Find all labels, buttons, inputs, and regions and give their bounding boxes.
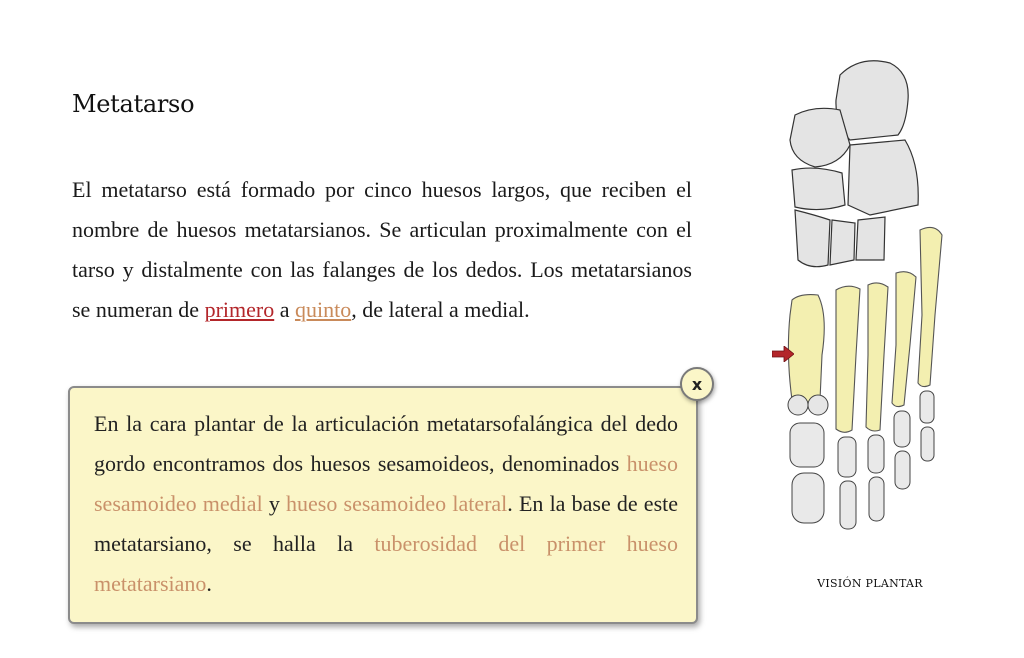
talus-bone	[790, 108, 850, 167]
intro-text-1: El metatarso está formado por cinco huesos largos, que reciben el nombre de huesos metatarsianos. Se articulan proximalmente con el tarso y distalmente con las falanges de los dedos. Los metatarsianos se numeran de	[72, 177, 692, 322]
term-sesamoid-medial: hueso sesamoideo medial	[94, 451, 678, 516]
intro-text-3: , de lateral a medial.	[351, 297, 530, 322]
close-button[interactable]: x	[680, 367, 714, 401]
metatarsal-2	[836, 286, 860, 432]
metatarsal-5	[918, 227, 942, 386]
navicular-bone	[792, 168, 845, 209]
calcaneus-bone	[836, 61, 908, 140]
popup-text-1: En la cara plantar de la articulación metatarsofalángica del dedo gordo encontramos dos huesos sesamoideos, denominados	[94, 411, 678, 476]
metatarsal-3	[866, 283, 888, 431]
pointer-arrow-icon	[772, 346, 794, 362]
phalanx-3-distal	[869, 477, 884, 521]
phalanx-2-proximal	[838, 437, 856, 477]
intro-text-2: a	[274, 297, 295, 322]
popup-text	[94, 404, 678, 604]
term-sesamoid-lateral: hueso sesamoideo lateral	[286, 491, 508, 516]
term-tuberosity: tuberosidad del primer hueso metatarsiano	[94, 531, 678, 596]
phalanx-1-distal	[792, 473, 824, 523]
phalanx-4-distal	[895, 451, 910, 489]
cuneiform-intermediate	[830, 220, 855, 265]
link-primero[interactable]: primero	[204, 297, 275, 322]
phalanx-1-proximal	[790, 423, 824, 467]
sesamoid-medial	[788, 395, 808, 415]
cuboid-bone	[848, 140, 918, 215]
info-popup	[68, 386, 698, 624]
popup-text-4: .	[206, 571, 212, 596]
phalanx-5-proximal	[920, 391, 934, 423]
popup-text-3: . En la base de este metatarsiano, se halla la	[94, 491, 679, 556]
figure-caption: VISIÓN PLANTAR	[817, 577, 923, 590]
sesamoid-lateral	[808, 395, 828, 415]
page-title: Metatarso	[72, 90, 195, 118]
link-quinto[interactable]: quinto	[294, 297, 352, 322]
metatarsal-4	[892, 272, 916, 407]
phalanx-4-proximal	[894, 411, 910, 447]
popup-text-2: y	[262, 491, 287, 516]
cuneiform-lateral	[856, 217, 885, 260]
foot-bones-illustration	[770, 55, 970, 545]
cuneiform-medial	[795, 210, 830, 267]
phalanx-5-distal	[921, 427, 934, 461]
phalanx-2-distal	[840, 481, 856, 529]
intro-paragraph	[72, 170, 692, 330]
phalanx-3-proximal	[868, 435, 884, 473]
